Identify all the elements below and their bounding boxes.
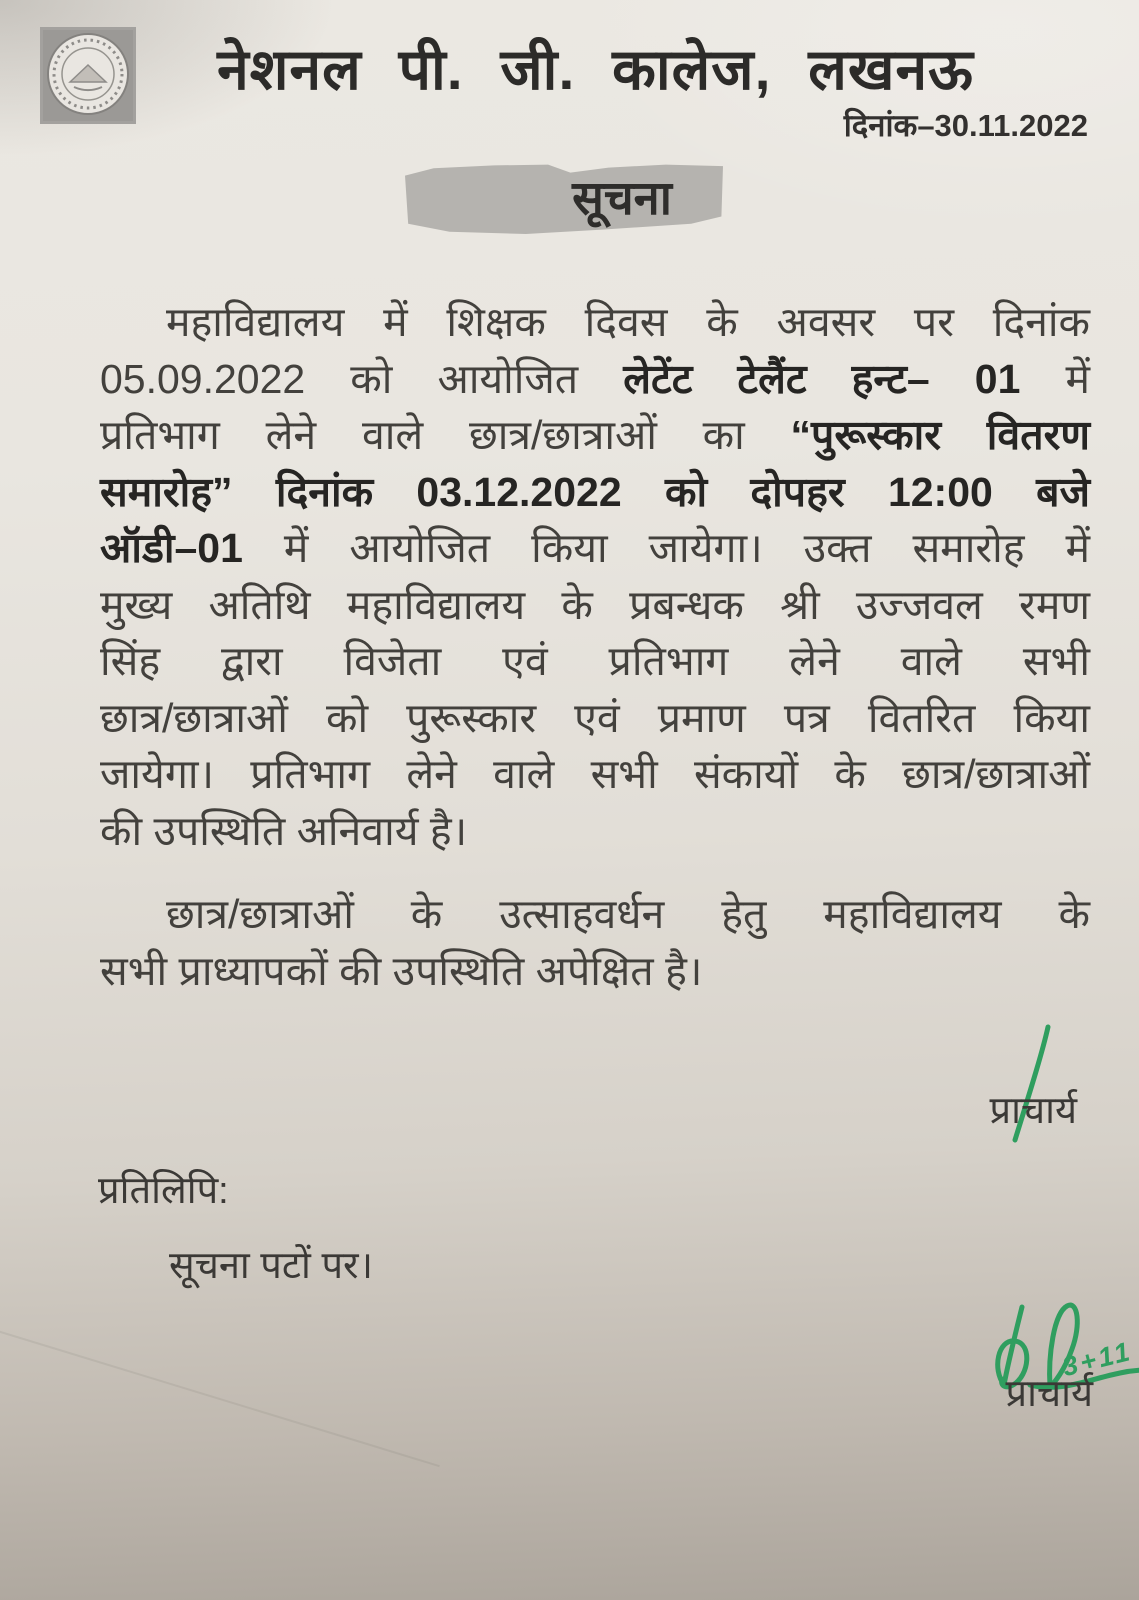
body-text: की उपस्थिति अनिवार्य है। bbox=[100, 807, 468, 854]
body-text: में आयोजित किया जायेगा। उक्त समारोह में bbox=[242, 525, 1090, 571]
principal-label-top: प्राचार्य bbox=[989, 1090, 1077, 1132]
body-text: मुख्य अतिथि महाविद्यालय के प्रबन्धक श्री उज्जवल रमण bbox=[100, 581, 1090, 628]
notice-title: सूचना bbox=[572, 171, 672, 224]
body-text: प्रतिभाग लेने वाले छात्र/छात्राओं का bbox=[100, 412, 791, 458]
body-text: सभी प्राध्यापकों की उपस्थिति अपेक्षित है। bbox=[100, 947, 703, 994]
college-seal-logo bbox=[40, 27, 136, 124]
copy-label: प्रतिलिपि: bbox=[98, 1170, 229, 1212]
body-text: जायेगा। प्रतिभाग लेने वाले सभी संकायों के छात्र/छात्राओं bbox=[100, 751, 1090, 797]
body-text: छात्र/छात्राओं के उत्साहवर्धन हेतु महाविद्यालय के bbox=[166, 891, 1090, 937]
body-line bbox=[100, 520, 1090, 577]
body-line bbox=[100, 690, 1090, 747]
event-name: लेटेंट टेलैंट हन्ट– 01 bbox=[623, 355, 1021, 402]
body-line bbox=[100, 407, 1090, 464]
body-line bbox=[100, 746, 1090, 803]
ceremony-name: “पुरूस्कार वितरण bbox=[790, 412, 1090, 458]
body-line bbox=[100, 351, 1090, 408]
body-line bbox=[100, 886, 1090, 943]
ceremony-date-time: समारोह” दिनांक 03.12.2022 को दोपहर 12:00 बजे bbox=[100, 468, 1090, 515]
college-name: नेशनल पी. जी. कालेज, लखनऊ bbox=[217, 38, 974, 102]
body-text: 05.09.2022 को आयोजित bbox=[100, 355, 624, 402]
body-text: महाविद्यालय में शिक्षक दिवस के अवसर पर दिनांक bbox=[166, 299, 1090, 345]
notice-body bbox=[100, 294, 1090, 999]
handwritten-date-note: 3+11 bbox=[1059, 1335, 1136, 1383]
body-line bbox=[100, 577, 1090, 634]
body-line bbox=[100, 943, 1090, 1000]
notice-date: दिनांक–30.11.2022 bbox=[843, 108, 1088, 143]
body-line bbox=[100, 633, 1090, 690]
body-text: में bbox=[1020, 355, 1090, 402]
body-text: छात्र/छात्राओं को पुरूस्कार एवं प्रमाण पत्र वितरित किया bbox=[100, 694, 1090, 741]
body-line bbox=[100, 294, 1090, 351]
body-line bbox=[100, 803, 1090, 860]
body-text: सिंह द्वारा विजेता एवं प्रतिभाग लेने वाले सभी bbox=[100, 638, 1090, 684]
body-line bbox=[100, 464, 1090, 521]
venue-name: ऑडी–01 bbox=[100, 525, 243, 571]
principal-label-bottom: प्राचार्य bbox=[1005, 1373, 1093, 1415]
paper-crease bbox=[0, 1325, 440, 1467]
copy-to-noticeboards: सूचना पटों पर। bbox=[169, 1245, 373, 1287]
